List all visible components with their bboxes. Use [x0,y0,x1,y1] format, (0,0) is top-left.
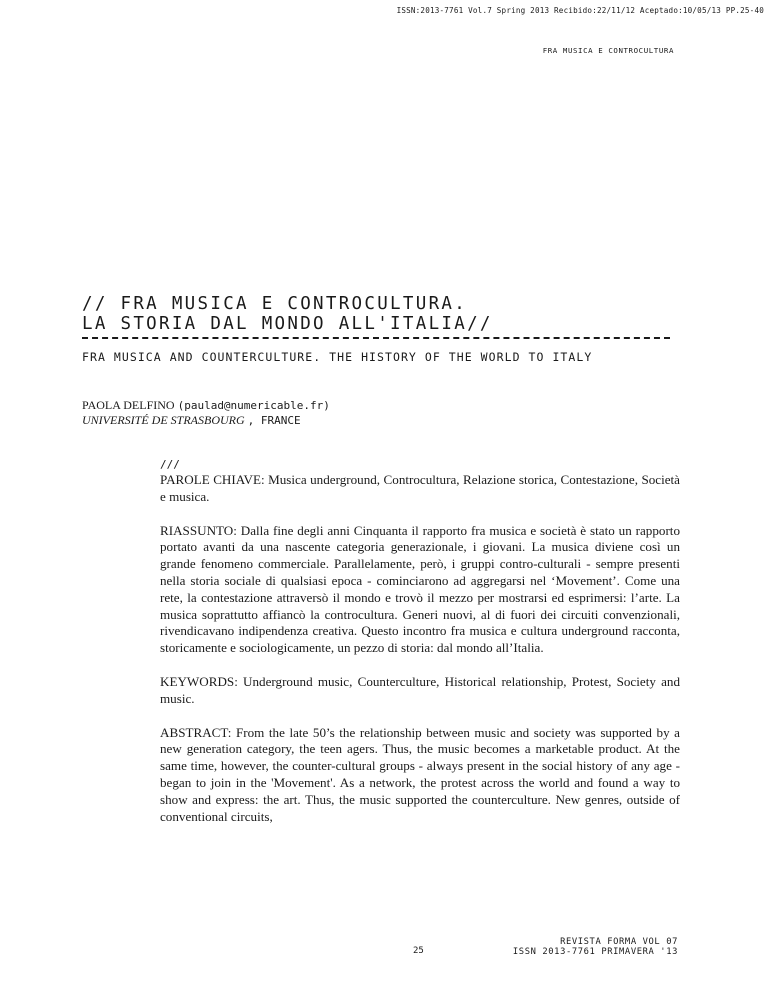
abstract-italian: RIASSUNTO: Dalla fine degli anni Cinquanta il rapporto fra musica e società è stato un rapporto portato avanti da una nascente categoria generazionale, i giovani. La musica diviene così un grande fenomeno commerciale. Parallelamente, però, i gruppi contro-culturali - sempre presenti nella storia sociale di qualsiasi epoca - cominciarono ad aggregarsi nel ‘Movement’. Come una rete, la contestazione attraversò il mondo e trovò il mezzo per mostrarsi ed esprimersi: l’arte. La musica soprattutto affiancò la controcultura. Generi nuovi, al di fuori dei circuiti convenzionali, rivendicavano indipendenza creativa. Questo incontro fra musica e cultura underground racconta, storicamente e sociologicamente, un pezzo di storia: dal mondo all’Italia. [160,522,680,656]
footer-journal-line-2: ISSN 2013-7761 PRIMAVERA '13 [512,947,678,957]
article-title-block [82,294,682,364]
author-name: PAOLA DELFINO [82,398,175,412]
author-country: , FRANCE [247,414,301,427]
footer-journal-line-1: REVISTA FORMA VOL 07 [560,937,678,947]
author-affiliation: UNIVERSITÉ DE STRASBOURG [82,413,245,427]
article-subtitle: FRA MUSICA AND COUNTERCULTURE. THE HISTORY OF THE WORLD TO ITALY [82,350,593,364]
article-title-line-1: // FRA MUSICA E CONTROCULTURA. [82,294,468,314]
keywords-english: KEYWORDS: Underground music, Counterculture, Historical relationship, Protest, Society and music. [160,673,680,706]
keywords-italian: PAROLE CHIAVE: Musica underground, Controcultura, Relazione storica, Contestazione, Società e musica. [160,472,680,504]
abstract-english: ABSTRACT: From the late 50’s the relationship between music and society was supported by a new generation category, the teen agers. Thus, the music becomes a marketable product. At the same time, however, the counter-cultural groups - always present in the social history of any age - began to join in the 'Movement'. As a network, the protest across the world and found a way to show and express: the art. Thus, the music supported the counterculture. New genres, outside of conventional circuits, [160,724,680,824]
author-email[interactable]: (paulad@numericable.fr) [177,399,330,412]
footer-journal-info [513,937,678,957]
running-head: FRA MUSICA E CONTROCULTURA [542,46,674,55]
issn-header-line: ISSN:2013-7761 Vol.7 Spring 2013 Recibido:22/11/12 Aceptado:10/05/13 PP.25-40 [396,6,764,15]
article-title-line-2: LA STORIA DAL MONDO ALL'ITALIA// [82,314,493,334]
abstract-section [160,458,680,842]
section-slashes: /// [160,458,180,471]
page-number: 25 [413,946,424,956]
title-divider [82,337,670,342]
author-block [82,398,330,428]
